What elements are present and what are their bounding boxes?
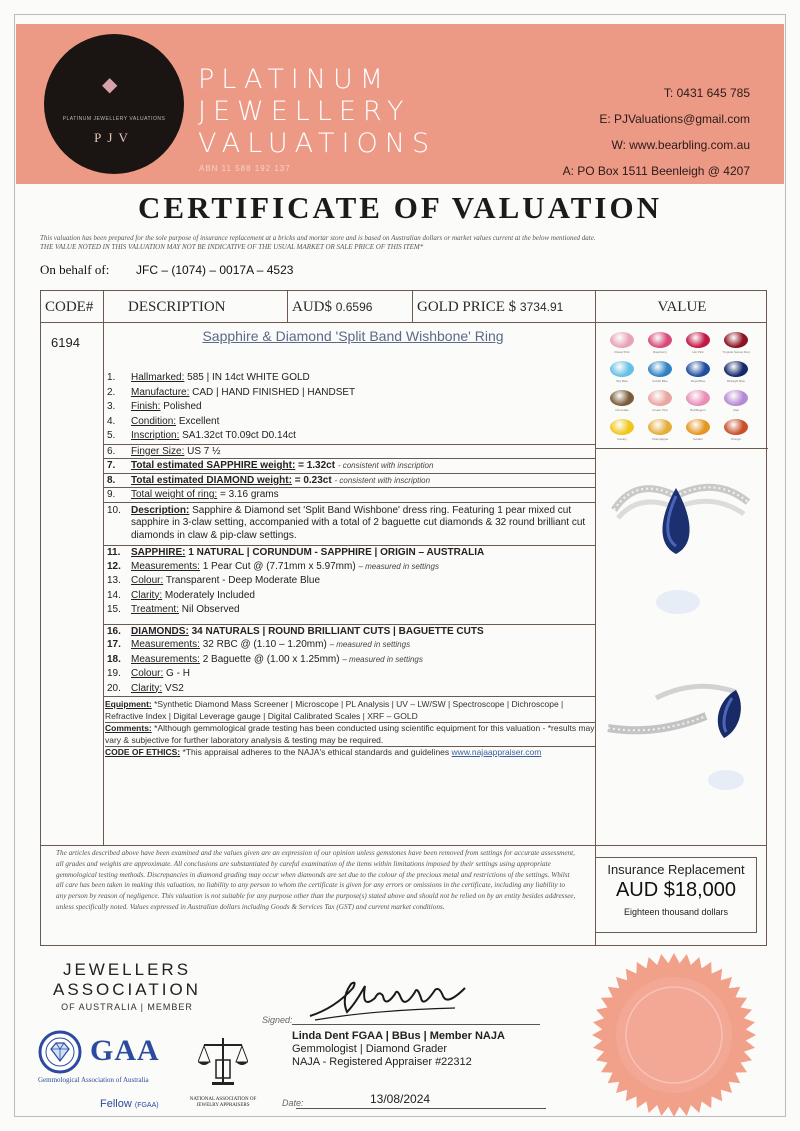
insurance-label: Insurance Replacement: [607, 862, 745, 877]
header-gold-price: [413, 291, 596, 323]
gem-swatch: [686, 419, 710, 435]
aud-value: 0.6596: [335, 300, 373, 314]
insurance-replacement-box: [595, 857, 757, 933]
aud-label: AUD$: [292, 299, 332, 315]
gem-swatch: [724, 332, 748, 348]
detail-line: 5. Inscription: SA1.32ct T0.09ct D0.14ct: [107, 430, 296, 441]
date-value: 13/08/2024: [370, 1092, 431, 1106]
phone: T: 0431 645 785: [663, 86, 750, 100]
jaa-line: ASSOCIATION: [53, 980, 201, 999]
gem-label: Bubblegum: [690, 408, 706, 412]
gaa-logo: [38, 1030, 178, 1084]
ring-photo-side: [596, 666, 768, 816]
naja-caption: NATIONAL ASSOCIATION OF JEWELRY APPRAISERS: [189, 1097, 257, 1108]
ring-photo-top: [596, 466, 768, 626]
gem-label: Lilac: [732, 408, 740, 412]
gem-label: Cobalt Blue: [652, 379, 668, 383]
detail-line: 1. Hallmarked: 585 | IN 14ct WHITE GOLD: [107, 372, 310, 383]
sapphire-line: 12. Measurements: 1 Pear Cut @ (7.71mm x 5.97mm) – measured in settings: [107, 560, 439, 572]
gem-swatch: [610, 332, 634, 348]
detail-line: 2. Manufacture: CAD | HAND FINISHED | HANDSET: [107, 386, 356, 398]
gem-swatch: [724, 390, 748, 406]
diamond-icon: ◆: [102, 74, 118, 96]
pjv-logo: [44, 34, 184, 174]
disclaimer: [40, 234, 770, 252]
item-code: 6194: [51, 335, 80, 350]
gem-label: Tropical Sunset Red: [722, 350, 750, 354]
header-band: [16, 24, 784, 184]
diamond-line: 20. Clarity: VS2: [107, 682, 184, 694]
diamond-weight-line: 8. Total estimated DIAMOND weight: = 0.23ct - consistent with inscription: [103, 473, 595, 488]
diamonds-heading: 16. DIAMONDS: 34 NATURALS | ROUND BRILLIANT CUTS | BAGUETTE CUTS: [103, 624, 595, 639]
header-code: CODE#: [41, 291, 104, 323]
gem-swatch: [724, 419, 748, 435]
gem-label: Midnight Blue: [726, 379, 746, 383]
sapphire-heading: 11. SAPPHIRE: 1 NATURAL | CORUNDUM - SAPPHIRE | ORIGIN – AUSTRALIA: [103, 545, 595, 560]
sapphire-line: 15. Treatment: Nil Observed: [107, 604, 240, 615]
jaa-line: OF AUSTRALIA | MEMBER: [61, 1002, 193, 1012]
disclaimer-line: THE VALUE NOTED IN THIS VALUATION MAY NOT BE INDICATIVE OF THE USUAL MARKET OR SALE PRICE OF THIS ITEM*: [40, 243, 424, 251]
table-header: [41, 291, 766, 323]
detail-line: 4. Condition: Excellent: [107, 415, 220, 427]
gem-swatch: [648, 361, 672, 377]
gem-label: Raspberry: [653, 350, 667, 354]
equipment-block: Equipment: *Synthetic Diamond Mass Screener | Microscope | PL Analysis | UV – LW/SW | Spectroscope | Dichroscope | Refractive Index | Digital Leverage gauge | Digital Calibrated Scales | XRF – GOLD Comments: *Although gemmological grade testing has been conducted using scientific equipment for this valuation - *results may vary & subjective for further laboratory analysis & testing may be required. CODE OF ETHICS: *This appraisal adheres to the NAJA's ethical standards and guidelines www.najaappraiser.com: [103, 696, 595, 759]
gem-swatch: [610, 390, 634, 406]
gem-swatch: [686, 332, 710, 348]
header-aud: [288, 291, 413, 323]
gem-colour-chart: [596, 324, 768, 449]
logo-initials: PJV: [94, 130, 134, 145]
email: E: PJValuations@gmail.com: [599, 112, 750, 126]
brand-line: PLATINUM: [198, 64, 391, 95]
seal-icon: [584, 950, 764, 1120]
gaa-emblem-icon: [38, 1030, 82, 1074]
jaa-logo: [42, 960, 212, 1012]
signed-label: Signed:: [262, 1015, 293, 1025]
on-behalf-label: On behalf of:: [40, 262, 110, 277]
detail-line: 6. Finger Size: US 7 ½: [103, 444, 595, 459]
gold-label: GOLD PRICE $: [417, 299, 517, 315]
signature-line: [292, 1024, 540, 1025]
item-title: Sapphire & Diamond 'Split Band Wishbone' Ring: [202, 328, 504, 344]
header-description: DESCRIPTION: [104, 291, 288, 323]
contact-block: [563, 80, 750, 184]
address: A: PO Box 1511 Beenleigh @ 4207: [562, 164, 750, 178]
signer-role: Gemmologist | Diamond Grader: [292, 1043, 448, 1055]
diamond-line: 17. Measurements: 32 RBC @ (1.10 – 1.20mm) – measured in settings: [107, 639, 411, 650]
gem-label: Canary: [617, 437, 627, 441]
naja-logo: [180, 1032, 266, 1109]
gaa-text: GAA: [90, 1034, 160, 1067]
date-label: Date:: [282, 1098, 304, 1108]
gaa-subtitle: Gemmological Association of Australia: [38, 1076, 149, 1084]
gem-label: Sky Blue: [616, 379, 628, 383]
naja-link[interactable]: www.najaappraiser.com: [451, 747, 542, 757]
gem-swatch: [724, 361, 748, 377]
signer-name: Linda Dent FGAA | BBus | Member NAJA: [292, 1030, 505, 1042]
gem-label: Hot Pink: [692, 350, 704, 354]
fine-print: The articles described above have been examined and the values given are an expression of our opinion unless gemstones have been removed from settings for accurate assessment, all grades and weights are approximate. All conclusions are substantiated by careful examination of the items within limitations imposed by their settings using appropriate gemmological testing methods. Discrepancies in diamond grading may occur when diamonds are set due to the colour of the precious metal and restrictions of the settings. Whilst all care has been taken in making this valuation, no liability to any person to whom the certificate is given for any errors or omissions in the certificate, including any liability to any person by reason of negligence. This valuation is not suitable for any purpose other than the purpose(s) stated above and should not be relied on by an entity besides addressee, unless specifically noted. Values expressed in Australian dollars including Goods & Services Tax (GST) and current market conditions.: [56, 849, 576, 911]
date-line: [296, 1108, 546, 1109]
disclaimer-line: This valuation has been prepared for the sole purpose of insurance replacement at a bricks and mortar store and is based on Australian dollars or market values current at the below mentioned date.: [40, 234, 596, 242]
gem-swatch: [610, 361, 634, 377]
gem-swatch: [686, 390, 710, 406]
brand-line: VALUATIONS: [198, 128, 437, 159]
diamond-line: 18. Measurements: 2 Baguette @ (1.00 x 1.25mm) – measured in settings: [107, 653, 423, 665]
brand-line: JEWELLERY: [198, 96, 411, 127]
header-value: VALUE: [657, 299, 707, 315]
sapphire-line: 14. Clarity: Moderately Included: [107, 589, 255, 601]
diamond-line: 19. Colour: G - H: [107, 668, 190, 679]
gem-swatch: [648, 332, 672, 348]
brand-name: [198, 64, 436, 160]
detail-line: 3. Finish: Polished: [107, 401, 202, 412]
gem-label: Pastel Pink: [614, 350, 630, 354]
jaa-line: JEWELLERS: [62, 960, 192, 979]
divider: [40, 845, 767, 846]
website: W: www.bearbling.com.au: [611, 138, 750, 152]
scales-icon: [198, 1032, 248, 1090]
gem-label: Chocolate: [615, 408, 629, 412]
gem-label: Orange: [730, 437, 741, 441]
fellow-label: Fellow (FGAA): [100, 1098, 159, 1110]
logo-ring-text: PLATINUM JEWELLERY VALUATIONS: [62, 116, 166, 122]
gold-value: 3734.91: [519, 300, 564, 314]
gem-swatch: [686, 361, 710, 377]
gem-swatch: [648, 419, 672, 435]
certificate-title: CERTIFICATE OF VALUATION: [138, 190, 662, 225]
insurance-amount: AUD $18,000: [615, 879, 737, 901]
item-details: [103, 371, 595, 759]
on-behalf-of: [40, 262, 294, 278]
gem-swatch: [648, 390, 672, 406]
sapphire-weight-line: 7. Total estimated SAPPHIRE weight: = 1.32ct - consistent with inscription: [103, 458, 595, 473]
reference-number: JFC – (1074) – 0017A – 4523: [136, 263, 294, 277]
abn: ABN 11 588 192 137: [199, 164, 291, 173]
gem-label: Royal Blue: [690, 379, 706, 383]
signer-registration: NAJA - Registered Appraiser #22312: [292, 1056, 472, 1068]
ring-weight-line: 9. Total weight of ring: = 3.16 grams: [103, 487, 595, 502]
gem-label: Cream Pink: [652, 408, 668, 412]
gem-label: Golden: [693, 437, 703, 441]
gem-label: Champagne: [651, 437, 669, 441]
description-line: 10. Description: Sapphire & Diamond set 'Split Band Wishbone' dress ring. Featuring 1 pear mixed cut sapphire in 3-claw setting, accompanied with a total of 2 baguette cut diamonds & 32 round brilliant cut diamonds in claw & pip-claw settings.: [103, 502, 595, 546]
insurance-words: Eighteen thousand dollars: [623, 907, 729, 917]
signature: [305, 968, 470, 1023]
signer-block: [292, 1030, 505, 1069]
gem-swatch: [610, 419, 634, 435]
sapphire-line: 13. Colour: Transparent - Deep Moderate Blue: [107, 575, 321, 586]
